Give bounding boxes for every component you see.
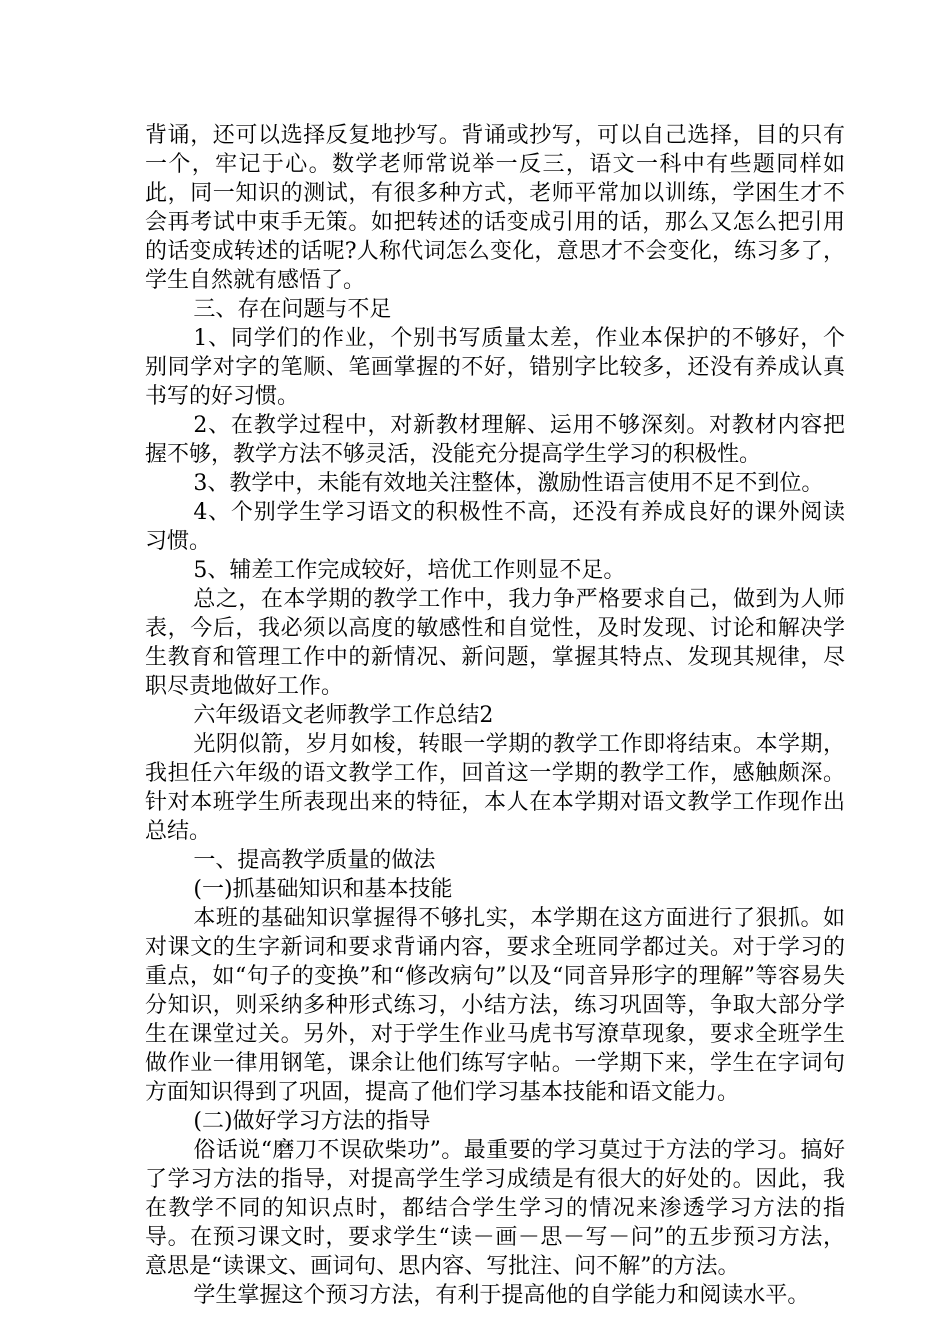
paragraph-conclusion: 总之，在本学期的教学工作中，我力争严格要求自己，做到为人师表，今后，我必须以高度的敏感性和自觉性，及时发现、讨论和解决学生教育和管理工作中的新情况、新问题，掌握其特点、发现其规律，尽职尽责地做好工作。 xyxy=(145,587,845,699)
paragraph-problem-1: 1、同学们的作业，个别书写质量太差，作业本保护的不够好，个别同学对字的笔顺、笔画掌握的不好，错别字比较多，还没有养成认真书写的好习惯。 xyxy=(145,326,845,409)
subheading-basics: (一)抓基础知识和基本技能 xyxy=(193,877,453,902)
paragraph-problem-4: 4、个别学生学习语文的积极性不高，还没有养成良好的课外阅读习惯。 xyxy=(145,500,845,554)
section-heading-problems: 三、存在问题与不足 xyxy=(193,297,392,322)
paragraph-problem-5: 5、辅差工作完成较好，培优工作则显不足。 xyxy=(193,558,626,583)
paragraph-continuation: 背诵，还可以选择反复地抄写。背诵或抄写，可以自己选择，目的只有一个，牢记于心。数学老师常说举一反三，语文一科中有些题同样如此，同一知识的测试，有很多种方式，老师平常加以训练，学困生才不会再考试中束手无策。如把转述的话变成引用的话，那么又怎么把引用的话变成转述的话呢?人称代词怎么变化，意思才不会变化，练习多了，学生自然就有感悟了。 xyxy=(145,123,845,293)
section-heading-quality: 一、提高教学质量的做法 xyxy=(193,848,436,873)
paragraph-problem-3: 3、教学中，未能有效地关注整体，激励性语言使用不足不到位。 xyxy=(193,471,824,496)
subheading-methods: (二)做好学习方法的指导 xyxy=(193,1109,431,1134)
paragraph-methods-result: 学生掌握这个预习方法，有利于提高他的自学能力和阅读水平。 xyxy=(193,1283,810,1308)
paragraph-basics: 本班的基础知识掌握得不够扎实，本学期在这方面进行了狠抓。如对课文的生字新词和要求背诵内容，要求全班同学都过关。对于学习的重点，如“句子的变换”和“修改病句”以及“同音异形字的理解”等容易失分知识，则采纳多种形式练习，小结方法，练习巩固等，争取大部分学生在课堂过关。另外，对于学生作业马虎书写潦草现象，要求全班学生做作业一律用钢笔，课余让他们练写字帖。一学期下来，学生在字词句方面知识得到了巩固，提高了他们学习基本技能和语文能力。 xyxy=(145,906,845,1105)
paragraph-problem-2: 2、在教学过程中，对新教材理解、运用不够深刻。对教材内容把握不够，教学方法不够灵活，没能充分提高学生学习的积极性。 xyxy=(145,413,845,467)
document-page xyxy=(145,121,845,1310)
document-title-2: 六年级语文老师教学工作总结2 xyxy=(193,703,494,728)
paragraph-methods: 俗话说“磨刀不误砍柴功”。最重要的学习莫过于方法的学习。搞好了学习方法的指导，对提高学生学习成绩是有很大的好处的。因此，我在教学不同的知识点时，都结合学生学习的情况来渗透学习方法的指导。在预习课文时，要求学生“读－画－思－写－问”的五步预习方法，意思是“读课文、画词句、思内容、写批注、问不解”的方法。 xyxy=(145,1138,845,1279)
paragraph-intro: 光阴似箭，岁月如梭，转眼一学期的教学工作即将结束。本学期，我担任六年级的语文教学工作，回首这一学期的教学工作，感触颇深。针对本班学生所表现出来的特征，本人在本学期对语文教学工作现作出总结。 xyxy=(145,732,845,844)
